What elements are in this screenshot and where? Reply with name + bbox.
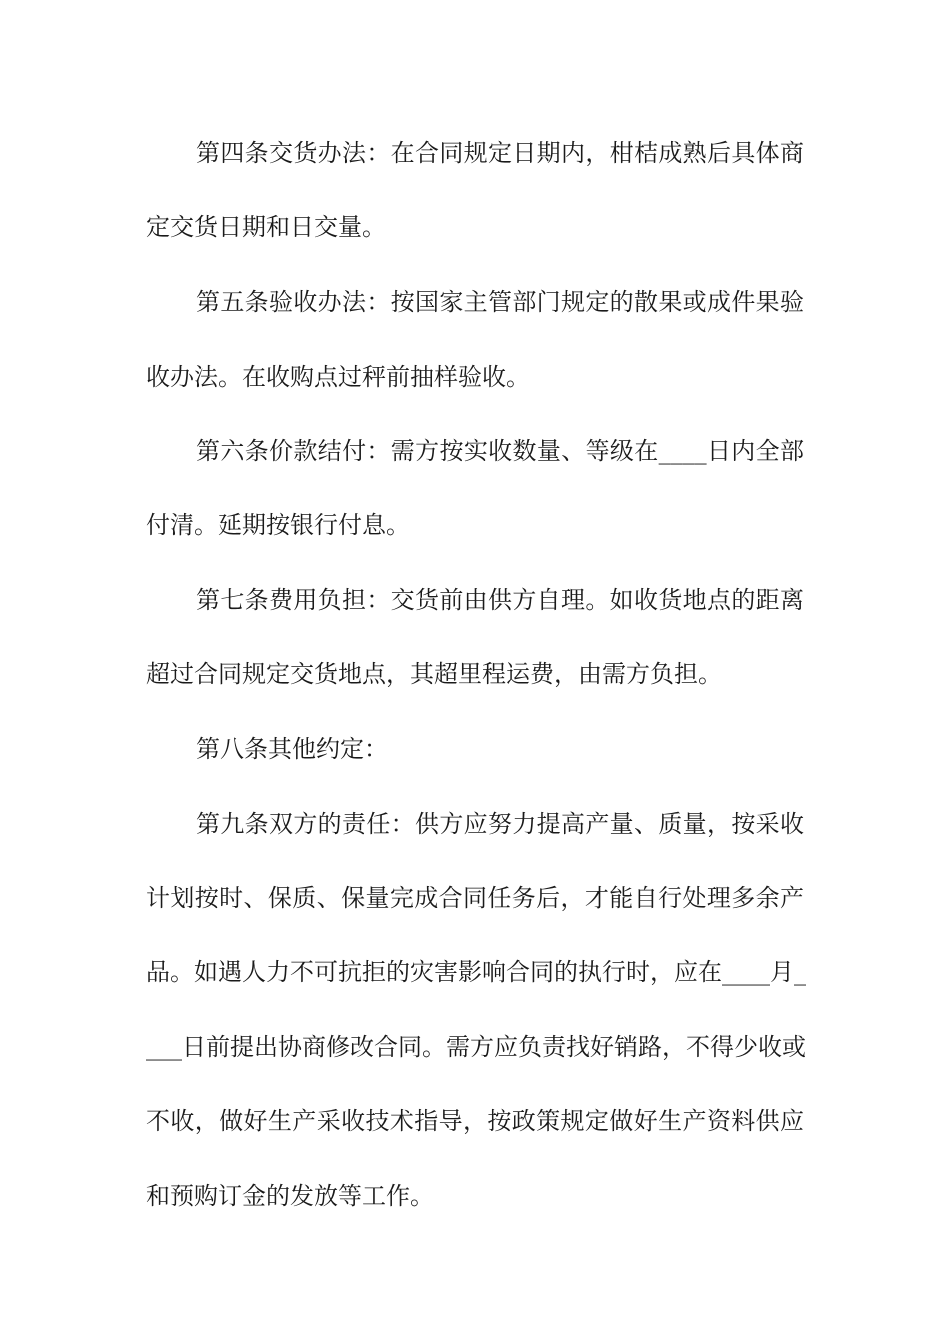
clause-7-line-1: 第七条费用负担：交货前由供方自理。如收货地点的距离	[196, 586, 804, 614]
clause-9-line-4: ___日前提出协商修改合同。需方应负责找好销路，不得少收或	[146, 1033, 806, 1061]
clause-4-line-2: 定交货日期和日交量。	[146, 213, 386, 241]
clause-9-line-5: 不收，做好生产采收技术指导，按政策规定做好生产资料供应	[146, 1107, 804, 1135]
clause-5-line-2: 收办法。在收购点过秤前抽样验收。	[146, 363, 530, 391]
clause-9-line-6: 和预购订金的发放等工作。	[146, 1182, 434, 1210]
clause-6-line-1: 第六条价款结付：需方按实收数量、等级在____日内全部	[196, 437, 804, 465]
clause-6-line-2: 付清。延期按银行付息。	[146, 511, 410, 539]
clause-9-line-2: 计划按时、保质、保量完成合同任务后，才能自行处理多余产	[146, 884, 804, 912]
clause-9-line-1: 第九条双方的责任：供方应努力提高产量、质量，按采收	[196, 810, 804, 838]
clause-9-line-3: 品。如遇人力不可抗拒的灾害影响合同的执行时，应在____月_	[146, 958, 806, 986]
clause-7-line-2: 超过合同规定交货地点，其超里程运费，由需方负担。	[146, 660, 722, 688]
clause-8-line-1: 第八条其他约定：	[196, 735, 388, 763]
clause-5-line-1: 第五条验收办法：按国家主管部门规定的散果或成件果验	[196, 288, 804, 316]
clause-4-line-1: 第四条交货办法：在合同规定日期内，柑桔成熟后具体商	[196, 139, 804, 167]
